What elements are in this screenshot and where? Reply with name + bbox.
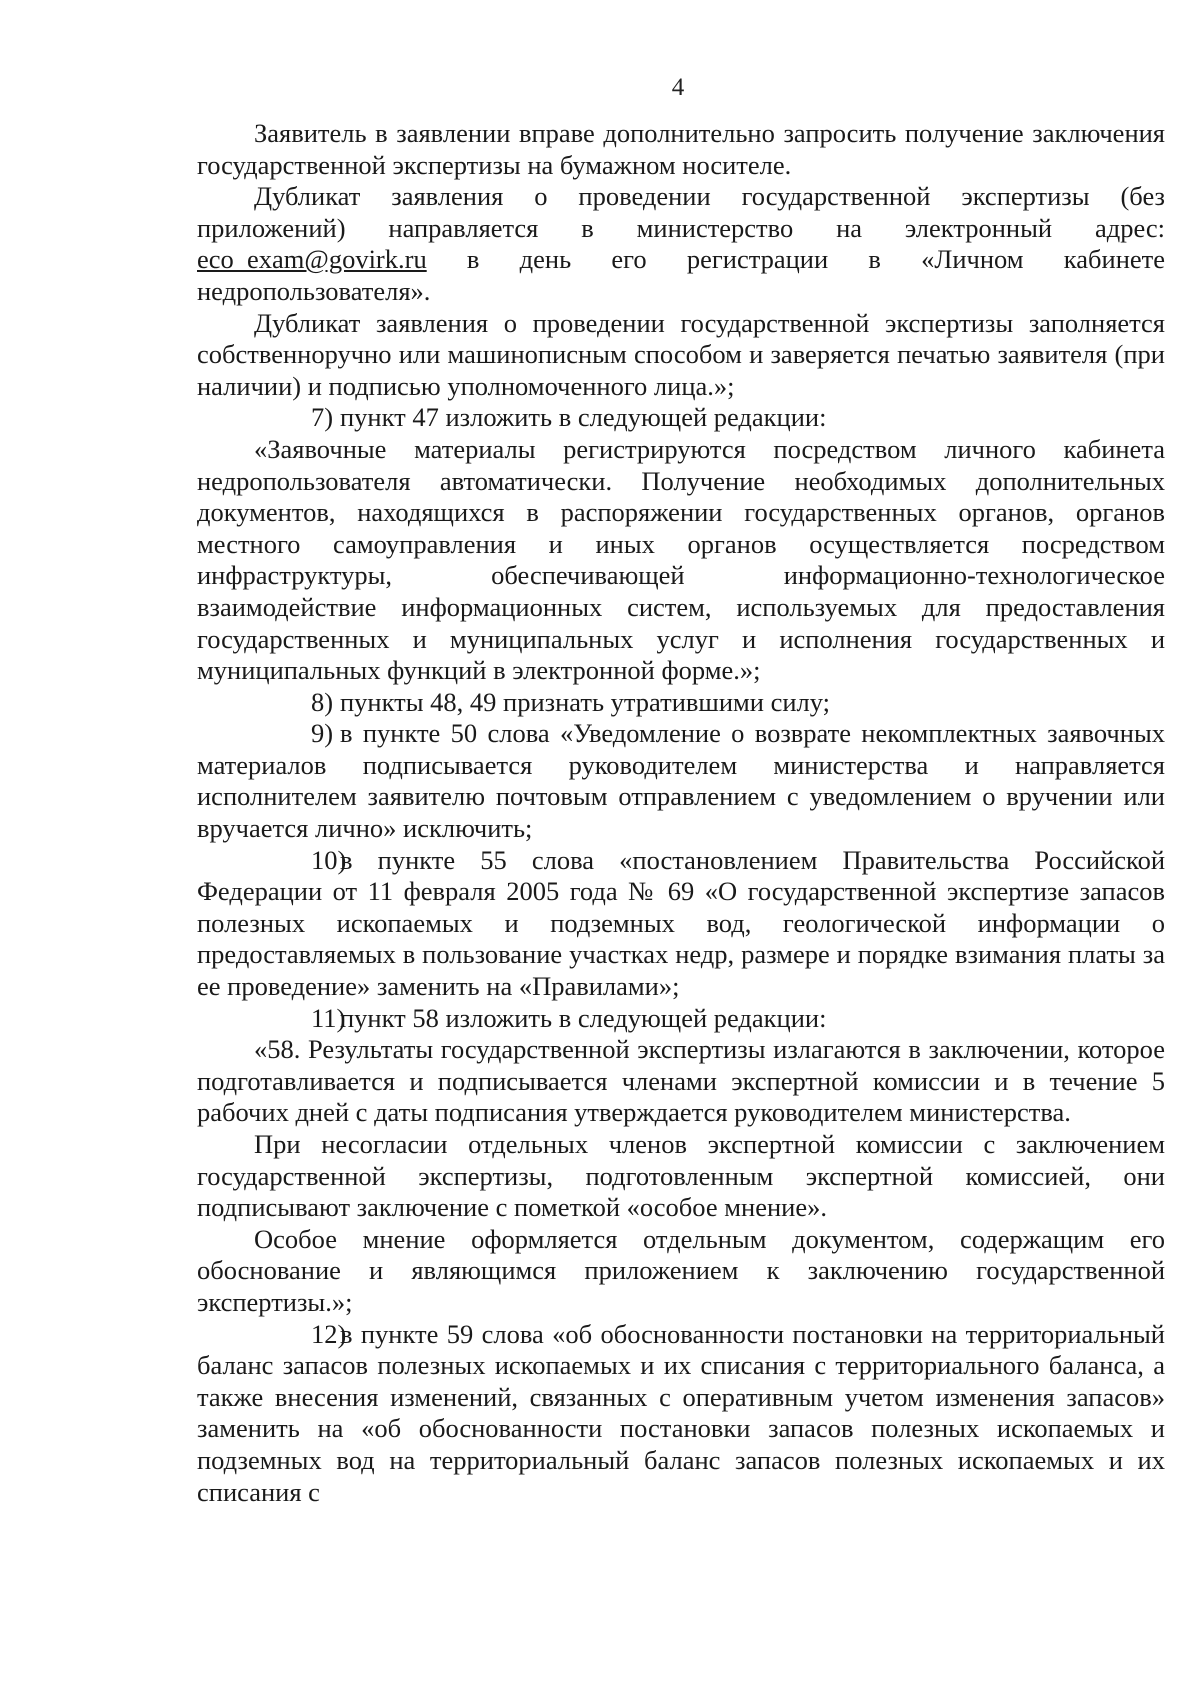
paragraph: Особое мнение оформляется отдельным документом, содержащим его обоснование и являющимся приложением к заключению государственной экспертизы.»;	[197, 1223, 1165, 1317]
paragraph: «58. Результаты государственной экспертизы излагаются в заключении, которое подготавливается и подписывается членами экспертной комиссии и в течение 5 рабочих дней с даты подписания утверждается руководителем министерства.	[197, 1034, 1165, 1128]
paragraph-text: Дубликат заявления о проведении государственной экспертизы (без приложений) направляется в министерство на электронный адрес:	[197, 181, 1165, 243]
document-body	[197, 118, 1165, 1508]
paragraph: «Заявочные материалы регистрируются посредством личного кабинета недропользователя автоматически. Получение необходимых дополнительных документов, находящихся в распоряжении государственных органов, органов местного самоуправления и иных органов осуществляется посредством инфраструктуры, обеспечивающей информационно-технологическое взаимодействие информационных систем, используемых для предоставления государственных и муниципальных услуг и исполнения государственных и муниципальных функций в электронной форме.»;	[197, 433, 1165, 686]
list-item-11	[197, 1003, 1165, 1035]
list-item-8	[197, 687, 1165, 719]
paragraph: При несогласии отдельных членов экспертной комиссии с заключением государственной экспертизы, подготовленным экспертной комиссией, они подписывают заключение с пометкой «особое мнение».	[197, 1129, 1165, 1223]
email-link[interactable]: eco_exam@govirk.ru	[197, 244, 427, 275]
page-number: 4	[671, 74, 685, 101]
item-number: 9)	[311, 718, 334, 749]
list-item-12	[197, 1319, 1165, 1509]
item-number: 7)	[311, 402, 334, 433]
list-item-9	[197, 718, 1165, 844]
paragraph-text: в день его регистрации в «Личном кабинете недропользователя».	[197, 244, 1165, 306]
item-text: в пункте 55 слова «постановлением Правительства Российской Федерации от 11 февраля 2005 года № 69 «О государственной экспертизе запасов полезных ископаемых и подземных вод, геологической информации о предоставляемых в пользование участках недр, размере и порядке взимания платы за ее проведение» заменить на «Правилами»;	[197, 844, 1165, 1002]
item-text: пункты 48, 49 признать утратившими силу;	[340, 686, 831, 717]
item-text: в пункте 59 слова «об обоснованности постановки на территориальный баланс запасов полезных ископаемых и их списания с территориального баланса, а также внесения изменений, связанных с оперативным учетом изменения запасов» заменить на «об обоснованности постановки запасов полезных ископаемых и подземных вод на территориальный баланс запасов полезных ископаемых и их списания с	[197, 1318, 1165, 1507]
item-number: 12)	[311, 1318, 347, 1349]
item-text: пункт 47 изложить в следующей редакции:	[340, 402, 827, 433]
item-number: 11)	[311, 1002, 346, 1033]
paragraph-duplicate-email	[197, 181, 1165, 307]
item-text: в пункте 50 слова «Уведомление о возврате некомплектных заявочных материалов подписывается руководителем министерства и направляется исполнителем заявителю почтовым отправлением с уведомлением о вручении или вручается лично» исключить;	[197, 718, 1165, 844]
item-number: 10)	[311, 844, 347, 875]
paragraph: Дубликат заявления о проведении государственной экспертизы заполняется собственноручно или машинописным способом и заверяется печатью заявителя (при наличии) и подписью уполномоченного лица.»;	[197, 307, 1165, 401]
item-number: 8)	[311, 686, 334, 717]
list-item-10	[197, 845, 1165, 1003]
item-text: пункт 58 изложить в следующей редакции:	[340, 1002, 827, 1033]
paragraph: Заявитель в заявлении вправе дополнительно запросить получение заключения государственной экспертизы на бумажном носителе.	[197, 118, 1165, 180]
list-item-7	[197, 402, 1165, 434]
